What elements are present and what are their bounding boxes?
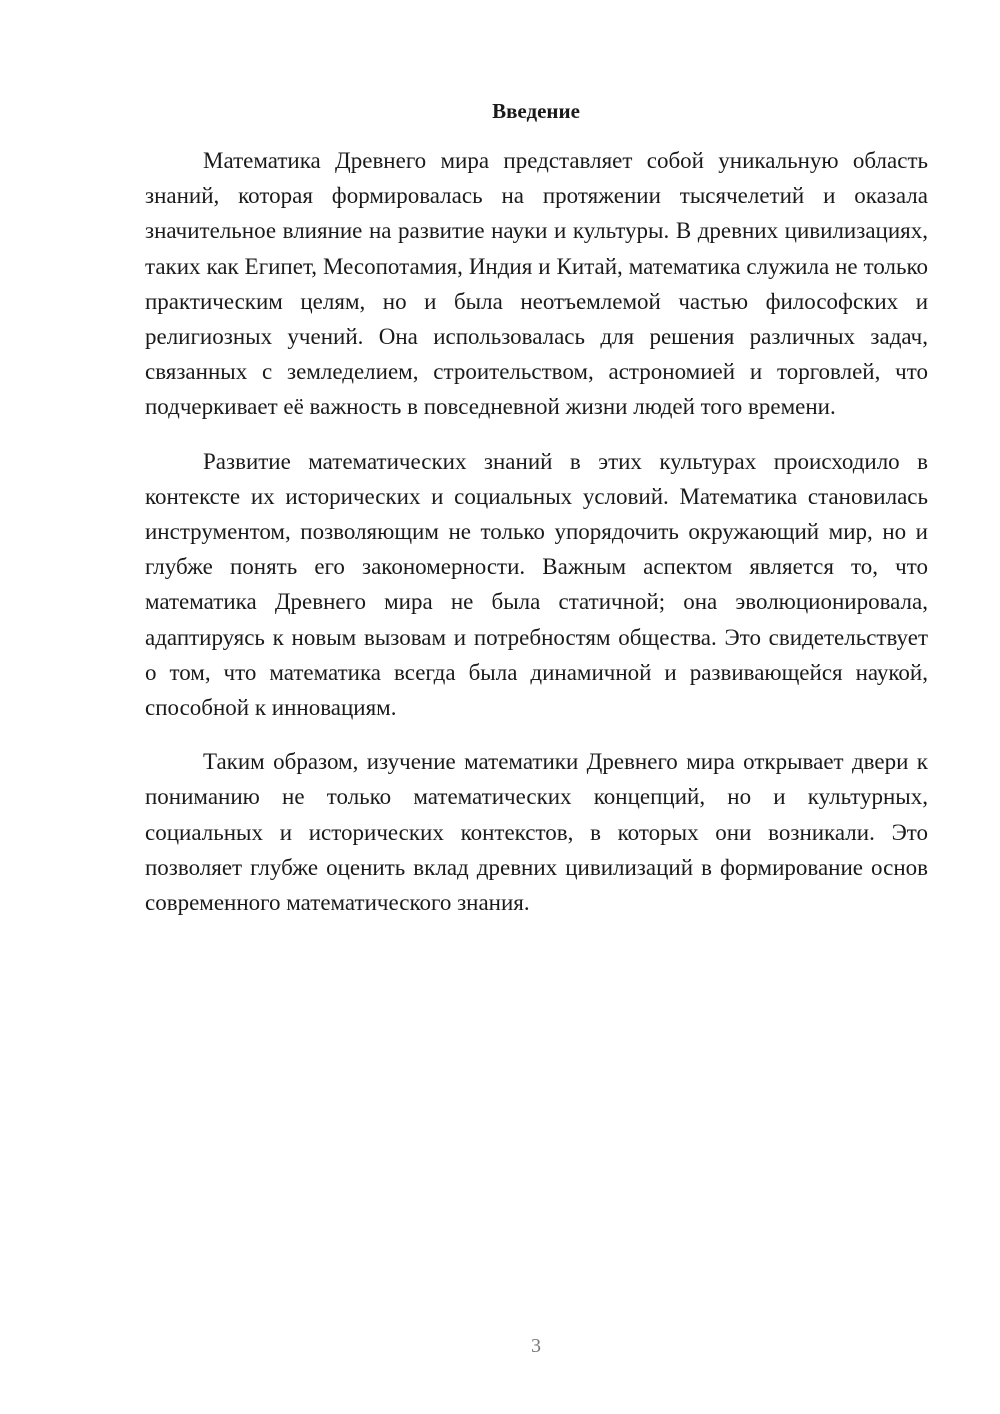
section-title: Введение <box>492 99 580 123</box>
paragraph-2: Развитие математических знаний в этих культурах происходило в контексте их исторических и социальных условий. Математика становилась инструментом, позволяющим не только упорядочить окружающий мир, но и глубже понять его закономерности. Важным аспектом является то, что математика Древнего мира не была статичной; она эволюционировала, адаптируясь к новым вызовам и потребностям общества. Это свидетельствует о том, что математика всегда была динамичной и развивающейся наукой, способной к инновациям. <box>145 448 928 721</box>
page-number: 3 <box>531 1335 541 1357</box>
paragraph-1: Математика Древнего мира представляет собой уникальную область знаний, которая формировалась на протяжении тысячелетий и оказала значительное влияние на развитие науки и культуры. В древних цивилизациях, таких как Египет, Месопотамия, Индия и Китай, математика служила не только практическим целям, но и была неотъемлемой частью философских и религиозных учений. Она использовалась для решения различных задач, связанных с земледелием, строительством, астрономией и торговлей, что подчеркивает её важность в повседневной жизни людей того времени. <box>145 148 928 420</box>
body-text <box>145 143 928 939</box>
paragraph-3: Таким образом, изучение математики Древнего мира открывает двери к пониманию не только математических концепций, но и культурных, социальных и исторических контекстов, в которых они возникали. Это позволяет глубже оценить вклад древних цивилизаций в формирование основ современного математического знания. <box>145 749 928 916</box>
